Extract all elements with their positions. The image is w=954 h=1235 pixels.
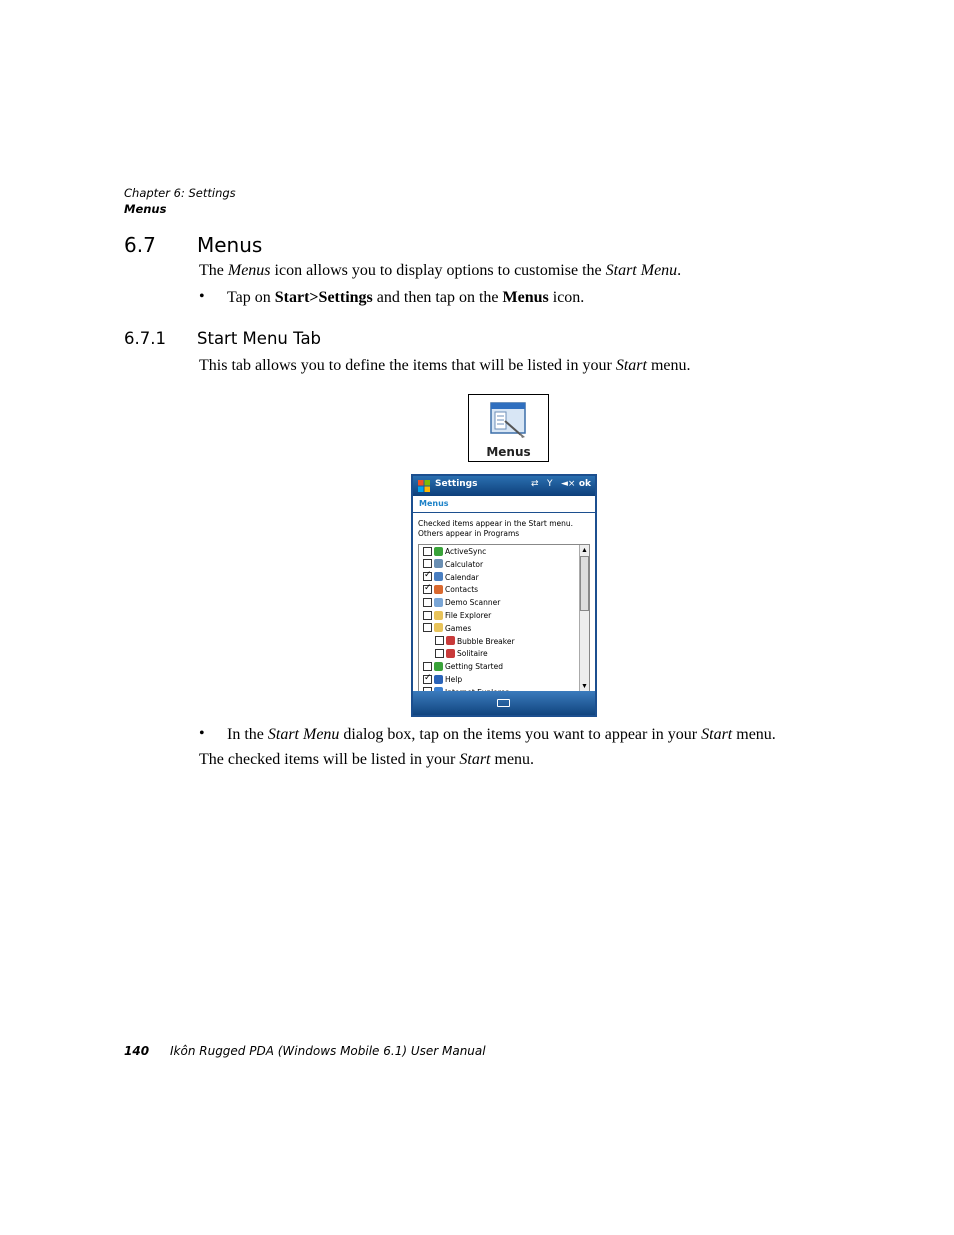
item-label: Calendar bbox=[445, 572, 479, 582]
item-label: Getting Started bbox=[445, 662, 503, 672]
item-checkbox[interactable] bbox=[423, 547, 432, 556]
app-icon bbox=[434, 662, 443, 671]
closing-paragraph: The checked items will be listed in your Start menu. bbox=[199, 751, 535, 768]
item-checkbox[interactable] bbox=[423, 611, 432, 620]
app-icon bbox=[434, 585, 443, 594]
list-scrollbar[interactable] bbox=[579, 545, 589, 691]
item-checkbox[interactable] bbox=[423, 675, 432, 684]
list-item[interactable] bbox=[423, 661, 503, 674]
item-label: Bubble Breaker bbox=[457, 636, 515, 646]
item-label: Help bbox=[445, 675, 463, 684]
tab-menus[interactable]: Menus bbox=[419, 499, 449, 508]
bullet-mark-2: • bbox=[199, 725, 205, 742]
subsection-title: Start Menu Tab bbox=[197, 329, 322, 348]
list-item[interactable] bbox=[435, 636, 515, 649]
list-item[interactable] bbox=[423, 546, 486, 559]
app-icon bbox=[434, 611, 443, 620]
item-label: File Explorer bbox=[445, 611, 492, 620]
menus-icon bbox=[487, 399, 531, 441]
running-header-section: Menus bbox=[124, 202, 167, 216]
device-tab-header bbox=[413, 496, 595, 513]
item-checkbox[interactable] bbox=[435, 636, 444, 645]
device-title-bar bbox=[413, 476, 595, 496]
app-icon bbox=[434, 623, 443, 632]
section-title: Menus bbox=[197, 233, 263, 257]
item-checkbox[interactable] bbox=[423, 662, 432, 671]
section-number: 6.7 bbox=[124, 233, 156, 257]
device-title: Settings bbox=[435, 479, 478, 489]
list-item[interactable] bbox=[423, 623, 471, 636]
menus-icon-figure bbox=[468, 394, 549, 462]
start-menu-items-list[interactable] bbox=[418, 544, 590, 692]
app-icon bbox=[446, 649, 455, 658]
connectivity-icon[interactable]: ⇄ bbox=[531, 479, 539, 489]
item-label: Demo Scanner bbox=[445, 598, 501, 608]
list-item[interactable] bbox=[423, 597, 500, 610]
item-checkbox[interactable] bbox=[423, 598, 432, 607]
bullet-tap-settings: Tap on Start>Settings and then tap on the Menus icon. bbox=[227, 289, 585, 306]
footer-title: Ikôn Rugged PDA (Windows Mobile 6.1) User Manual bbox=[170, 1044, 486, 1058]
item-checkbox[interactable] bbox=[423, 623, 432, 632]
running-header-chapter: Chapter 6: Settings bbox=[124, 186, 236, 200]
app-icon bbox=[434, 675, 443, 684]
app-icon bbox=[434, 547, 443, 556]
keyboard-icon[interactable] bbox=[497, 699, 510, 707]
item-checkbox[interactable] bbox=[435, 649, 444, 658]
app-icon bbox=[434, 559, 443, 568]
item-checkbox[interactable] bbox=[423, 559, 432, 568]
bullet-start-menu-dialog: In the Start Menu dialog box, tap on the items you want to appear in your Start menu. bbox=[227, 726, 776, 743]
windows-start-icon[interactable] bbox=[417, 479, 431, 493]
section-intro: The Menus icon allows you to display options to customise the Start Menu. bbox=[199, 262, 682, 279]
item-checkbox[interactable] bbox=[423, 572, 432, 581]
device-description: Checked items appear in the Start menu. Others appear in Programs bbox=[418, 519, 574, 538]
scroll-up-button[interactable]: ▲ bbox=[581, 546, 588, 554]
app-icon bbox=[434, 598, 443, 607]
item-label: Games bbox=[445, 623, 472, 633]
bullet-mark: • bbox=[199, 288, 205, 305]
menus-icon-label: Menus bbox=[486, 445, 531, 459]
volume-icon[interactable]: ◄× bbox=[561, 479, 576, 489]
list-item[interactable] bbox=[423, 610, 491, 623]
device-soft-key-bar bbox=[413, 691, 595, 715]
page-number: 140 bbox=[124, 1044, 150, 1058]
scroll-down-button[interactable]: ▼ bbox=[581, 682, 588, 690]
item-label: Contacts bbox=[445, 585, 479, 595]
item-checkbox[interactable] bbox=[423, 585, 432, 594]
subsection-number: 6.7.1 bbox=[124, 329, 166, 348]
list-item[interactable] bbox=[423, 674, 462, 687]
device-screenshot bbox=[411, 474, 597, 717]
app-icon bbox=[434, 572, 443, 581]
signal-icon[interactable]: Y bbox=[547, 479, 553, 489]
item-label: Calculator bbox=[445, 559, 484, 569]
item-label: ActiveSync bbox=[445, 547, 487, 556]
list-item[interactable] bbox=[423, 559, 483, 572]
ok-button[interactable]: ok bbox=[578, 479, 591, 489]
app-icon bbox=[446, 636, 455, 645]
item-label: Solitaire bbox=[457, 649, 488, 659]
list-item[interactable] bbox=[423, 584, 478, 597]
subsection-intro: This tab allows you to define the items that will be listed in your Start menu. bbox=[199, 357, 691, 374]
list-item[interactable] bbox=[435, 648, 488, 661]
scroll-thumb[interactable] bbox=[580, 556, 589, 611]
